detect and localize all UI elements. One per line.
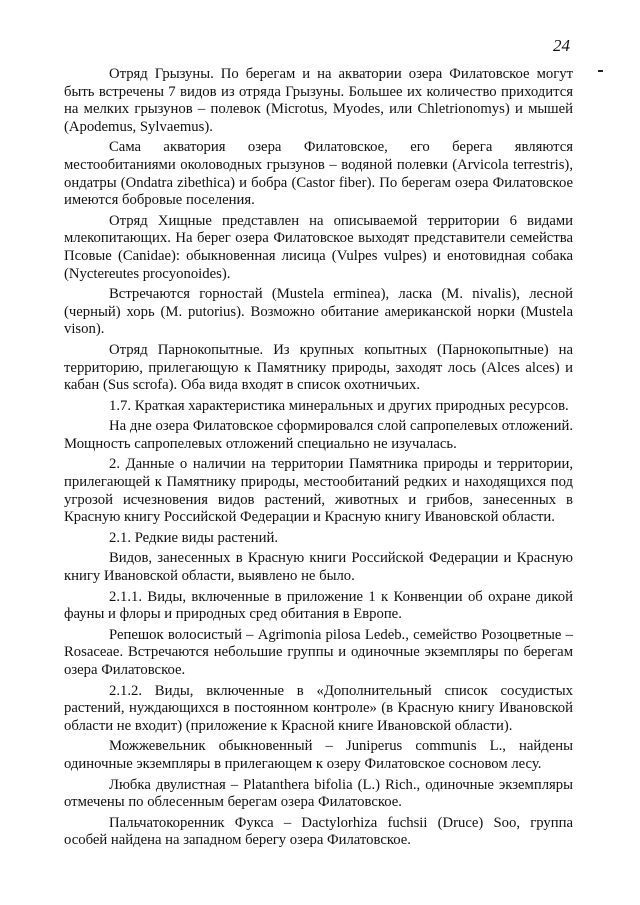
paragraph-juniperus: Можжевельник обыкновенный – Juniperus communis L., найдены одиночные экземпляры в прилегающем к озеру Филатовское сосновом лесу.: [64, 738, 573, 772]
scan-mark: [598, 70, 603, 72]
paragraph-section-2-1-heading: 2.1. Редкие виды растений.: [109, 529, 279, 546]
paragraph-artiodactyls-order: Отряд Парнокопытные. Из крупных копытных (Парнокопытные) на территорию, прилегающую к Памятнику природы, заходят лось (Alces alces) и кабан (Sus scrofa). Оба вида входят в список охотничьих.: [64, 341, 573, 394]
paragraph-semiaquatic-rodents: Сама акватория озера Филатовское, его берега являются местообитаниями околоводных грызунов – водяной полевки (Arvicola terrestris), ондатры (Ondatra zibethica) и бобра (Castor fiber). По берегам озера Филатовское имеются бобровые поселения.: [64, 139, 573, 209]
paragraph-rodents-order: Отряд Грызуны. По берегам и на акватории озера Филатовское могут быть встречены 7 видов из отряда Грызуны. Большее их количество приходится на мелких грызунов – полевок (Microtus, Myodes, или Chletrionomys) и мышей (Apodemus, Sylvaemus).: [64, 66, 573, 135]
paragraph-section-2-1-1-heading: 2.1.1. Виды, включенные в приложение 1 к Конвенции об охране дикой фауны и флоры и природных сред обитания в Европе.: [64, 588, 573, 623]
paragraph-platanthera: Любка двулистная – Platanthera bifolia (L.) Rich., одиночные экземпляры отмечены по облесенным берегам озера Филатовское.: [64, 776, 573, 811]
body-text: [64, 66, 573, 853]
paragraph-carnivores-order: Отряд Хищные представлен на описываемой территории 6 видами млекопитающих. На берег озера Филатовское выходят представители семейства Псовые (Canidae): обыкновенная лисица (Vulpes vulpes) и енотовидная собака (Nyctereutes procyonoides).: [64, 212, 573, 282]
paragraph-red-book-none: Видов, занесенных в Красную книги Российской Федерации и Красную книгу Ивановской области, выявлено не было.: [64, 550, 573, 585]
paragraph-dactylorhiza: Пальчатокоренник Фукса – Dactylorhiza fuchsii (Druce) Soo, группа особей найдена на западном берегу озера Филатовское.: [64, 814, 573, 849]
paragraph-section-1-7-heading: 1.7. Краткая характеристика минеральных и других природных ресурсов.: [109, 397, 569, 414]
paragraph-section-2-heading: 2. Данные о наличии на территории Памятника природы и территории, прилегающей к Памятнику природы, местообитаний редких и находящихся под угрозой исчезновения видов растений, животных и грибов, занесенных в Красную книгу Российской Федерации и Красную книгу Ивановской области.: [64, 456, 573, 526]
paragraph-mustelids: Встречаются горностай (Mustela erminea), ласка (M. nivalis), лесной (черный) хорь (M. putorius). Возможно обитание американской норки (Mustela vison).: [64, 286, 573, 338]
paragraph-agrimonia: Репешок волосистый – Agrimonia pilosa Ledeb., семейство Розоцветные – Rosaceae. Встречаются небольшие группы и одиночные экземпляры по берегам озера Филатовское.: [64, 626, 573, 678]
page-number: 24: [553, 36, 570, 55]
paragraph-sapropel: На дне озера Филатовское сформировался слой сапропелевых отложений. Мощность сапропелевых отложений специально не изучалась.: [64, 418, 573, 452]
paragraph-section-2-1-2-heading: 2.1.2. Виды, включенные в «Дополнительный список сосудистых растений, нуждающихся в постоянном контроле» (в Красную книгу Ивановской области не входит) (приложение к Красной книге Ивановской области).: [64, 682, 573, 734]
